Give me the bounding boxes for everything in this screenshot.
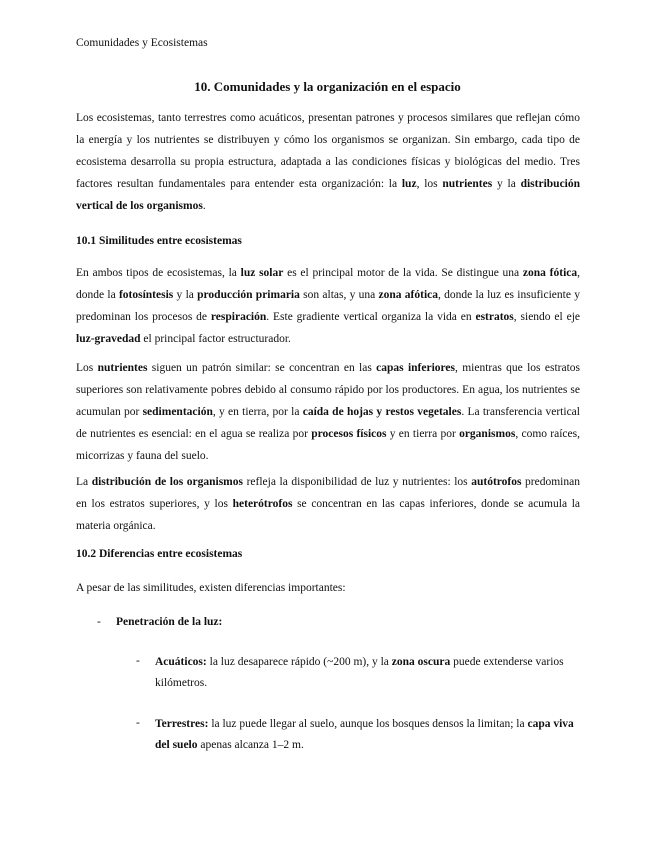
similarities-paragraph-light: En ambos tipos de ecosistemas, la luz solar es el principal motor de la vida. Se distingue una zona fótica, donde la fotosíntesis y la producción primaria son altas, y una zona afótica, donde la luz es insuficiente y predominan los procesos de respiración. Este gradiente vertical organiza la vida en estratos, siendo el eje luz-gravedad el principal factor estructurador.	[76, 267, 580, 345]
similarities-paragraph-nutrients: Los nutrientes siguen un patrón similar: se concentran en las capas inferiores, mientras que los estratos superiores son relativamente pobres debido al consumo rápido por los productores. En agua, los nutrientes se acumulan por sedimentación, y en tierra, por la caída de hojas y restos vegetales. La transferencia vertical de nutrientes es esencial: en el agua se realiza por procesos físicos y en tierra por organismos, como raíces, micorrizas y fauna del suelo.	[76, 362, 581, 462]
similarities-paragraph-organisms: La distribución de los organismos refleja la disponibilidad de luz y nutrientes: los autótrofos predominan en los estratos superiores, y los heterótrofos se concentran en las capas inferiores, donde se acumula la materia orgánica.	[76, 476, 580, 532]
bullet-light-penetration: Penetración de la luz:	[116, 616, 223, 628]
differences-intro: A pesar de las similitudes, existen diferencias importantes:	[76, 582, 346, 594]
sub-bullet-terrestrial: Terrestres: la luz puede llegar al suelo, aunque los bosques densos la limitan; la capa viva del suelo apenas alcanza 1–2 m.	[155, 718, 574, 751]
section-heading-similarities: 10.1 Similitudes entre ecosistemas	[76, 235, 242, 247]
bullet-dash: -	[97, 616, 101, 628]
running-header: Comunidades y Ecosistemas	[76, 37, 208, 49]
intro-paragraph: Los ecosistemas, tanto terrestres como acuáticos, presentan patrones y procesos similares que reflejan cómo la energía y los nutrientes se distribuyen y cómo los organismos se organizan. Sin embargo, cada tipo de ecosistema desarrolla su propia estructura, adaptada a las condiciones físicas y biológicas del medio. Tres factores resultan fundamentales para entender esta organización: la luz, los nutrientes y la distribución vertical de los organismos.	[76, 112, 581, 212]
sub-bullet-dash: -	[136, 717, 140, 729]
sub-bullet-aquatic: Acuáticos: la luz desaparece rápido (~200 m), y la zona oscura puede extenderse varios kilómetros.	[155, 656, 564, 689]
chapter-title: 10. Comunidades y la organización en el espacio	[194, 79, 461, 94]
sub-bullet-dash: -	[136, 655, 140, 667]
section-heading-differences: 10.2 Diferencias entre ecosistemas	[76, 548, 243, 560]
